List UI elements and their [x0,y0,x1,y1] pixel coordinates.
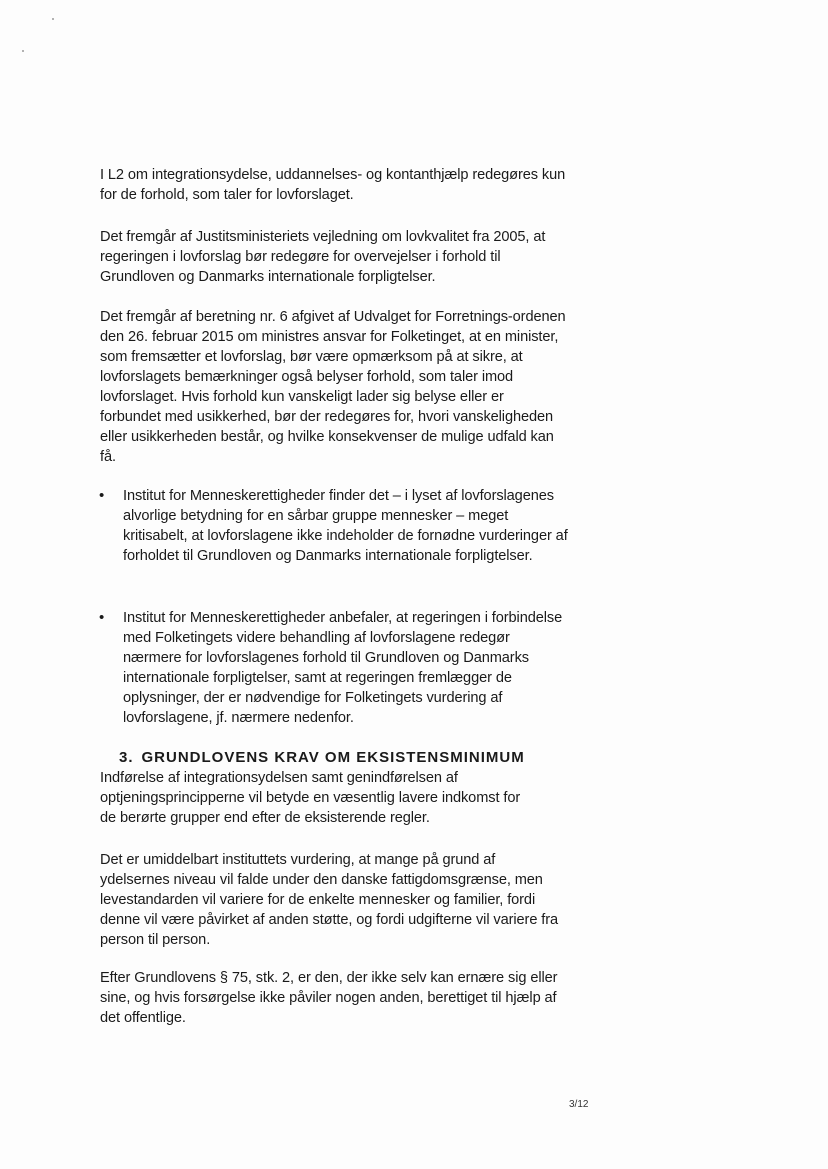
section-heading [119,748,525,768]
paragraph-l2-scope [100,165,568,205]
paragraph-text: Indførelse af integrationsydelsen samt genindførelsen af optjeningsprincipperne vil betyde en væsentlig lavere indkomst for de berørte grupper end efter de eksisterende regler. [100,770,521,826]
paragraph-committee-report [100,307,568,467]
bullet-text: Institut for Menneskerettigheder finder det – i lyset af lovforslagenes alvorlige betydning for en sårbar gruppe mennesker – meget kritisabelt, at lovforslagene ikke indeholder de fornødne vurderinger af forholdet til Grundloven og Danmarks internationale forpligtelser. [123,488,568,564]
page-number: 3/12 [569,1099,589,1110]
section-title: GRUNDLOVENS KRAV OM EKSISTENSMINIMUM [141,749,525,766]
bullet-icon: • [99,487,105,504]
bullet-text: Institut for Menneskerettigheder anbefaler, at regeringen i forbindelse med Folketingets videre behandling af lovforslagene redegør nærmere for lovforslagenes forhold til Grundloven og Danmarks internationale forpligtelser, samt at regeringen fremlægger de oplysninger, der er nødvendige for Folketingets vurdering af lovforslagene, jf. nærmere nedenfor. [123,610,563,726]
scan-speck [52,18,54,20]
paragraph-text: Efter Grundlovens § 75, stk. 2, er den, der ikke selv kan ernære sig eller sine, og hvis forsørgelse ikke påviler nogen anden, berettiget til hjælp af det offentlige. [100,970,558,1026]
paragraph-poverty-assessment [100,850,560,950]
paragraph-constitution-section-75 [100,968,570,1028]
bullet-icon: • [99,609,105,626]
section-number: 3. [119,749,134,766]
paragraph-income-effect [100,768,540,828]
paragraph-text: Det fremgår af Justitsministeriets vejledning om lovkvalitet fra 2005, at regeringen i lovforslag bør redegøre for overvejelser i forhold til Grundloven og Danmarks internationale forpligtelser. [100,229,546,285]
paragraph-text: Det fremgår af beretning nr. 6 afgivet af Udvalget for Forretnings-ordenen den 26. februar 2015 om ministres ansvar for Folketinget, at en minister, som fremsætter et lovforslag, bør være opmærksom på at sikre, at lovforslagets bemærkninger også belyser forhold, som taler imod lovforslaget. Hvis forhold kun vanskeligt lader sig belyse eller er forbundet med usikkerhed, bør der redegøres for, hvori vanskeligheden eller usikkerheden består, og hvilke konsekvenser de mulige udfald kan få. [100,309,566,465]
paragraph-text: I L2 om integrationsydelse, uddannelses- og kontanthjælp redegøres kun for de forhold, som taler for lovforslaget. [100,167,566,203]
paragraph-justice-guidance [100,227,568,287]
scan-speck [22,50,24,52]
paragraph-text: Det er umiddelbart instituttets vurdering, at mange på grund af ydelsernes niveau vil falde under den danske fattigdomsgrænse, men levestandarden vil variere for de enkelte mennesker og familier, fordi denne vil være påvirket af anden støtte, og fordi udgifterne vil variere fra person til person. [100,852,559,948]
